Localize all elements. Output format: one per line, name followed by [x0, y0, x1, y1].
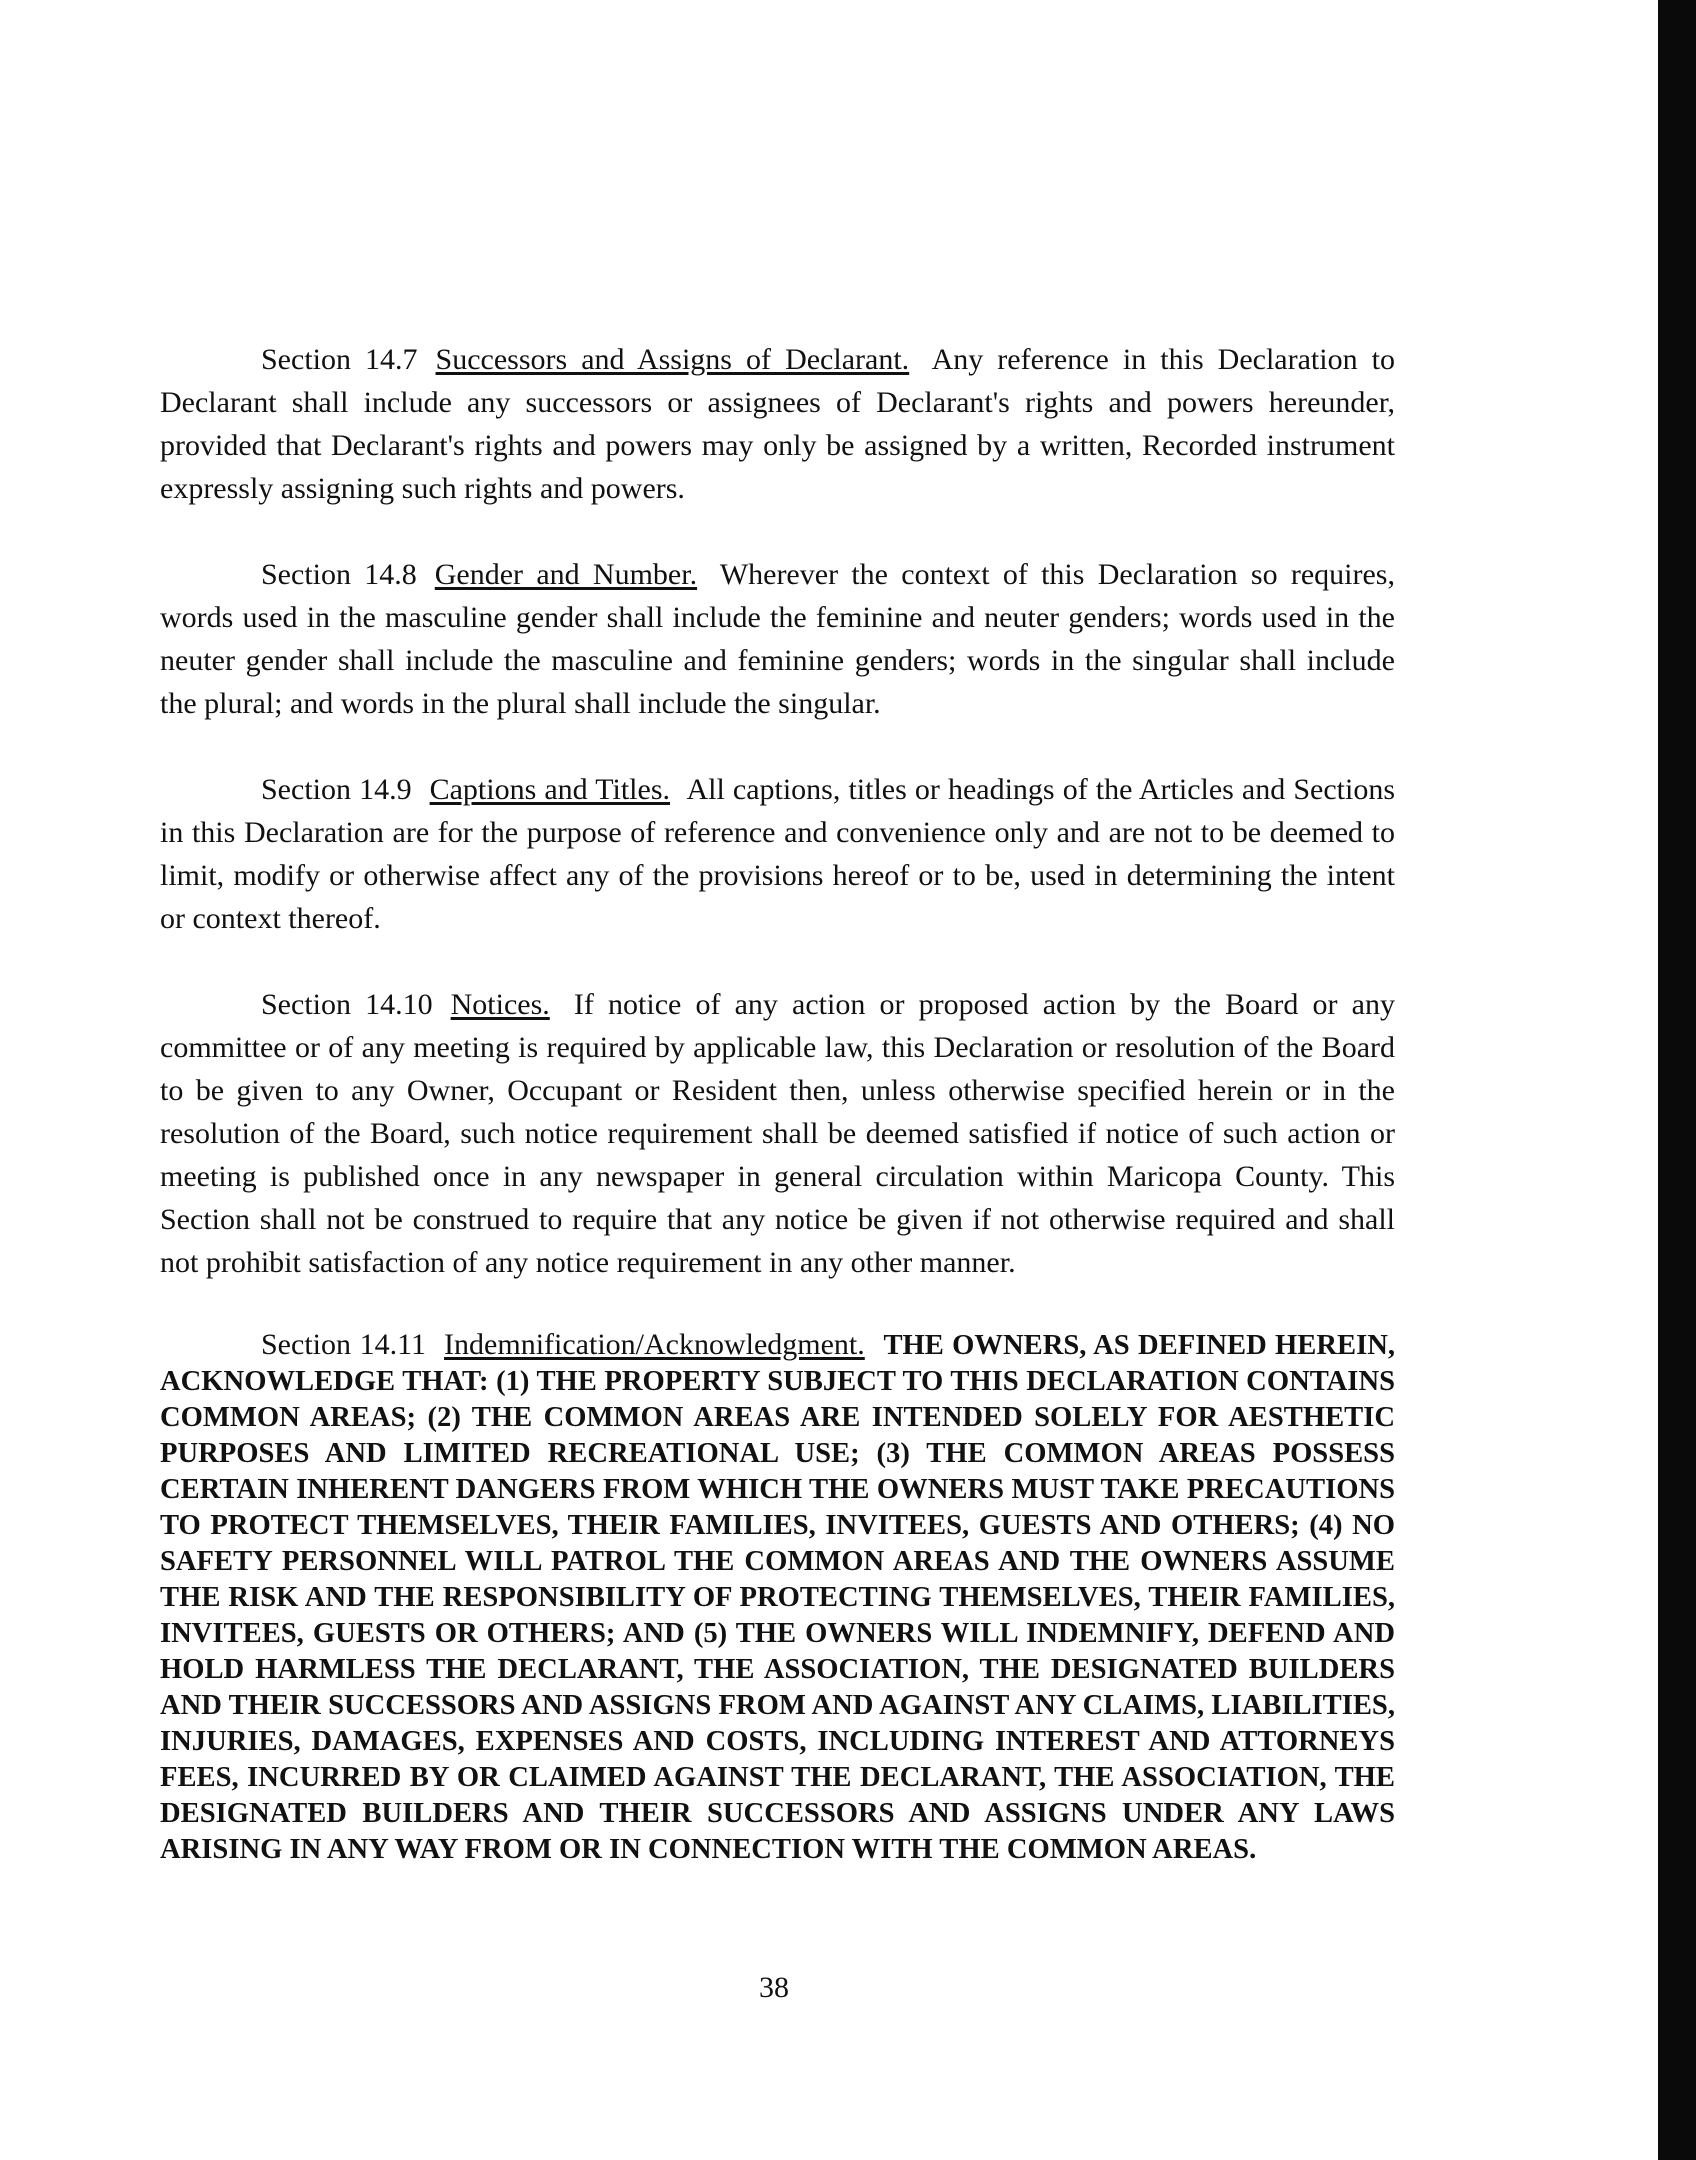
section-number: Section 14.7 [261, 343, 418, 376]
section-heading: Gender and Number. [434, 558, 698, 591]
section-14-9 [160, 768, 1395, 940]
section-14-10 [160, 983, 1395, 1284]
section-body: All captions, titles or headings of the Articles and Sections in this Declaration are for the purpose of reference and convenience only and are not to be deemed to limit, modify or otherwise affect any of the provisions hereof or to be, used in determining the intent or context thereof. [160, 773, 1395, 935]
section-number: Section 14.10 [261, 988, 433, 1021]
scan-edge-bar [1658, 0, 1696, 2160]
page-number: 38 [759, 1971, 789, 2004]
document-page [160, 338, 1395, 1910]
section-body: Any reference in this Declaration to Declarant shall include any successors or assignees of Declarant's rights and powers hereunder, provided that Declarant's rights and powers may only be assigned by a written, Recorded instrument expressly assigning such rights and powers. [160, 343, 1395, 505]
section-number: Section 14.9 [261, 773, 412, 806]
section-number: Section 14.11 [261, 1328, 427, 1361]
section-body: Wherever the context of this Declaration so requires, words used in the masculine gender shall include the feminine and neuter genders; words used in the neuter gender shall include the masculine and feminine genders; words in the singular shall include the plural; and words in the plural shall include the singular. [160, 558, 1395, 720]
section-14-7 [160, 338, 1395, 510]
section-body: If notice of any action or proposed action by the Board or any committee or of any meeting is required by applicable law, this Declaration or resolution of the Board to be given to any Owner, Occupant or Resident then, unless otherwise specified herein or in the resolution of the Board, such notice requirement shall be deemed satisfied if notice of such action or meeting is published once in any newspaper in general circulation within Maricopa County. This Section shall not be construed to require that any notice be given if not otherwise required and shall not prohibit satisfaction of any notice requirement in any other manner. [160, 988, 1395, 1279]
section-14-11 [160, 1327, 1395, 1867]
section-14-8 [160, 553, 1395, 725]
section-heading: Captions and Titles. [429, 773, 670, 806]
section-heading: Successors and Assigns of Declarant. [435, 343, 910, 376]
section-heading: Indemnification/Acknowledgment. [444, 1328, 865, 1361]
section-heading: Notices. [450, 988, 550, 1021]
section-number: Section 14.8 [261, 558, 417, 591]
indemnification-text: THE OWNERS, AS DEFINED HEREIN, ACKNOWLEDGE THAT: (1) THE PROPERTY SUBJECT TO THIS DECLARATION CONTAINS COMMON AREAS; (2) THE COMMON AREAS ARE INTENDED SOLELY FOR AESTHETIC PURPOSES AND LIMITED RECREATIONAL USE; (3) THE COMMON AREAS POSSESS CERTAIN INHERENT DANGERS FROM WHICH THE OWNERS MUST TAKE PRECAUTIONS TO PROTECT THEMSELVES, THEIR FAMILIES, INVITEES, GUESTS AND OTHERS; (4) NO SAFETY PERSONNEL WILL PATROL THE COMMON AREAS AND THE OWNERS ASSUME THE RISK AND THE RESPONSIBILITY OF PROTECTING THEMSELVES, THEIR FAMILIES, INVITEES, GUESTS OR OTHERS; AND (5) THE OWNERS WILL INDEMNIFY, DEFEND AND HOLD HARMLESS THE DECLARANT, THE ASSOCIATION, THE DESIGNATED BUILDERS AND THEIR SUCCESSORS AND ASSIGNS FROM AND AGAINST ANY CLAIMS, LIABILITIES, INJURIES, DAMAGES, EXPENSES AND COSTS, INCLUDING INTEREST AND ATTORNEYS FEES, INCURRED BY OR CLAIMED AGAINST THE DECLARANT, THE ASSOCIATION, THE DESIGNATED BUILDERS AND THEIR SUCCESSORS AND ASSIGNS UNDER ANY LAWS ARISING IN ANY WAY FROM OR IN CONNECTION WITH THE COMMON AREAS. [160, 1330, 1396, 1865]
